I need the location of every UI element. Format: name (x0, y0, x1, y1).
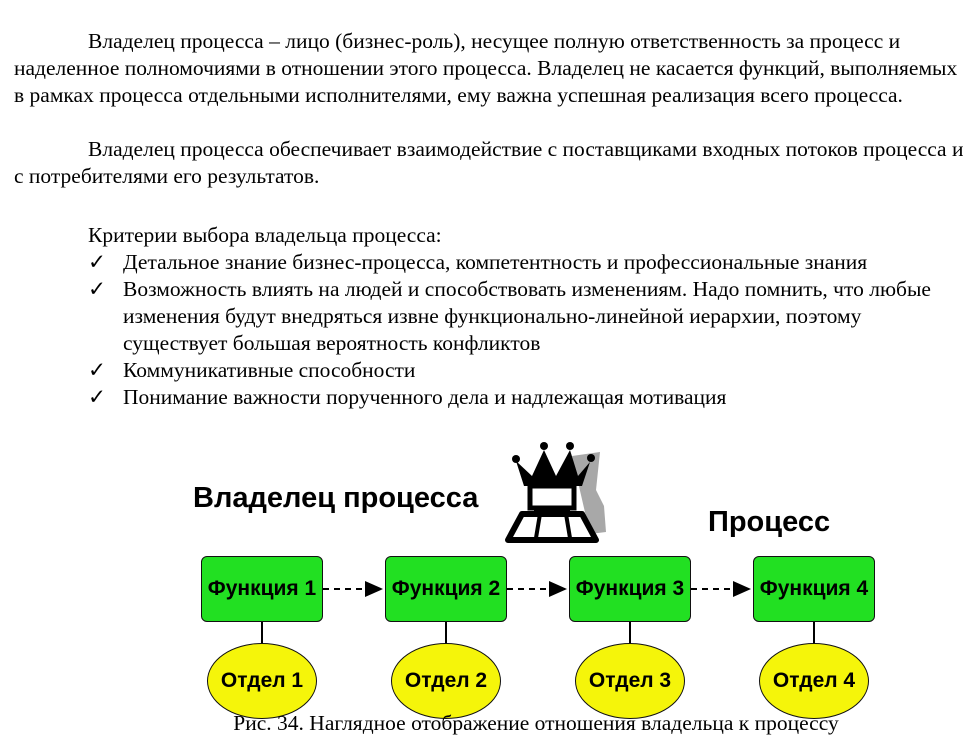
function-box-3: Функция 3 (569, 556, 691, 622)
paragraph-owner-definition: Владелец процесса – лицо (бизнес-роль), несущее полную ответственность за процесс и наделенное полномочиями в отношении этого процесса. Владелец не касается функций, выполняемых в рамках процесса отдельными исполнителями, ему важна успешная реализация всего процесса. (14, 29, 958, 107)
process-owner-label: Владелец процесса (193, 482, 479, 514)
paragraph-owner-interaction: Владелец процесса обеспечивает взаимодействие с поставщиками входных потоков процесса и с потребителями его результатов. (14, 137, 964, 188)
checkmark-icon: ✓ (88, 358, 107, 382)
criteria-item-text: Детальное знание бизнес-процесса, компетентность и профессиональные знания (123, 250, 868, 274)
department-ellipse-1: Отдел 1 (207, 643, 317, 719)
figure-caption: Рис. 34. Наглядное отображение отношения владельца к процессу (233, 711, 839, 735)
criteria-title: Критерии выбора владельца процесса: (88, 223, 442, 247)
process-label: Процесс (708, 506, 831, 538)
department-ellipse-2: Отдел 2 (391, 643, 501, 719)
criteria-item-text: Возможность влиять на людей и способствовать изменениям. Надо помнить, что любые изменения будут внедряться извне функционально-линейной иерархии, поэтому существует большая вероятность конфликтов (123, 277, 931, 355)
checkmark-icon: ✓ (88, 277, 107, 301)
criteria-item-text: Коммуникативные способности (123, 358, 416, 382)
function-box-2: Функция 2 (385, 556, 507, 622)
checkmark-icon: ✓ (88, 250, 107, 274)
checkmark-icon: ✓ (88, 385, 107, 409)
crowned-person-icon (508, 442, 606, 540)
function-box-4: Функция 4 (753, 556, 875, 622)
department-ellipse-4: Отдел 4 (759, 643, 869, 719)
department-ellipse-3: Отдел 3 (575, 643, 685, 719)
criteria-item-text: Понимание важности порученного дела и надлежащая мотивация (123, 385, 727, 409)
function-box-1: Функция 1 (201, 556, 323, 622)
